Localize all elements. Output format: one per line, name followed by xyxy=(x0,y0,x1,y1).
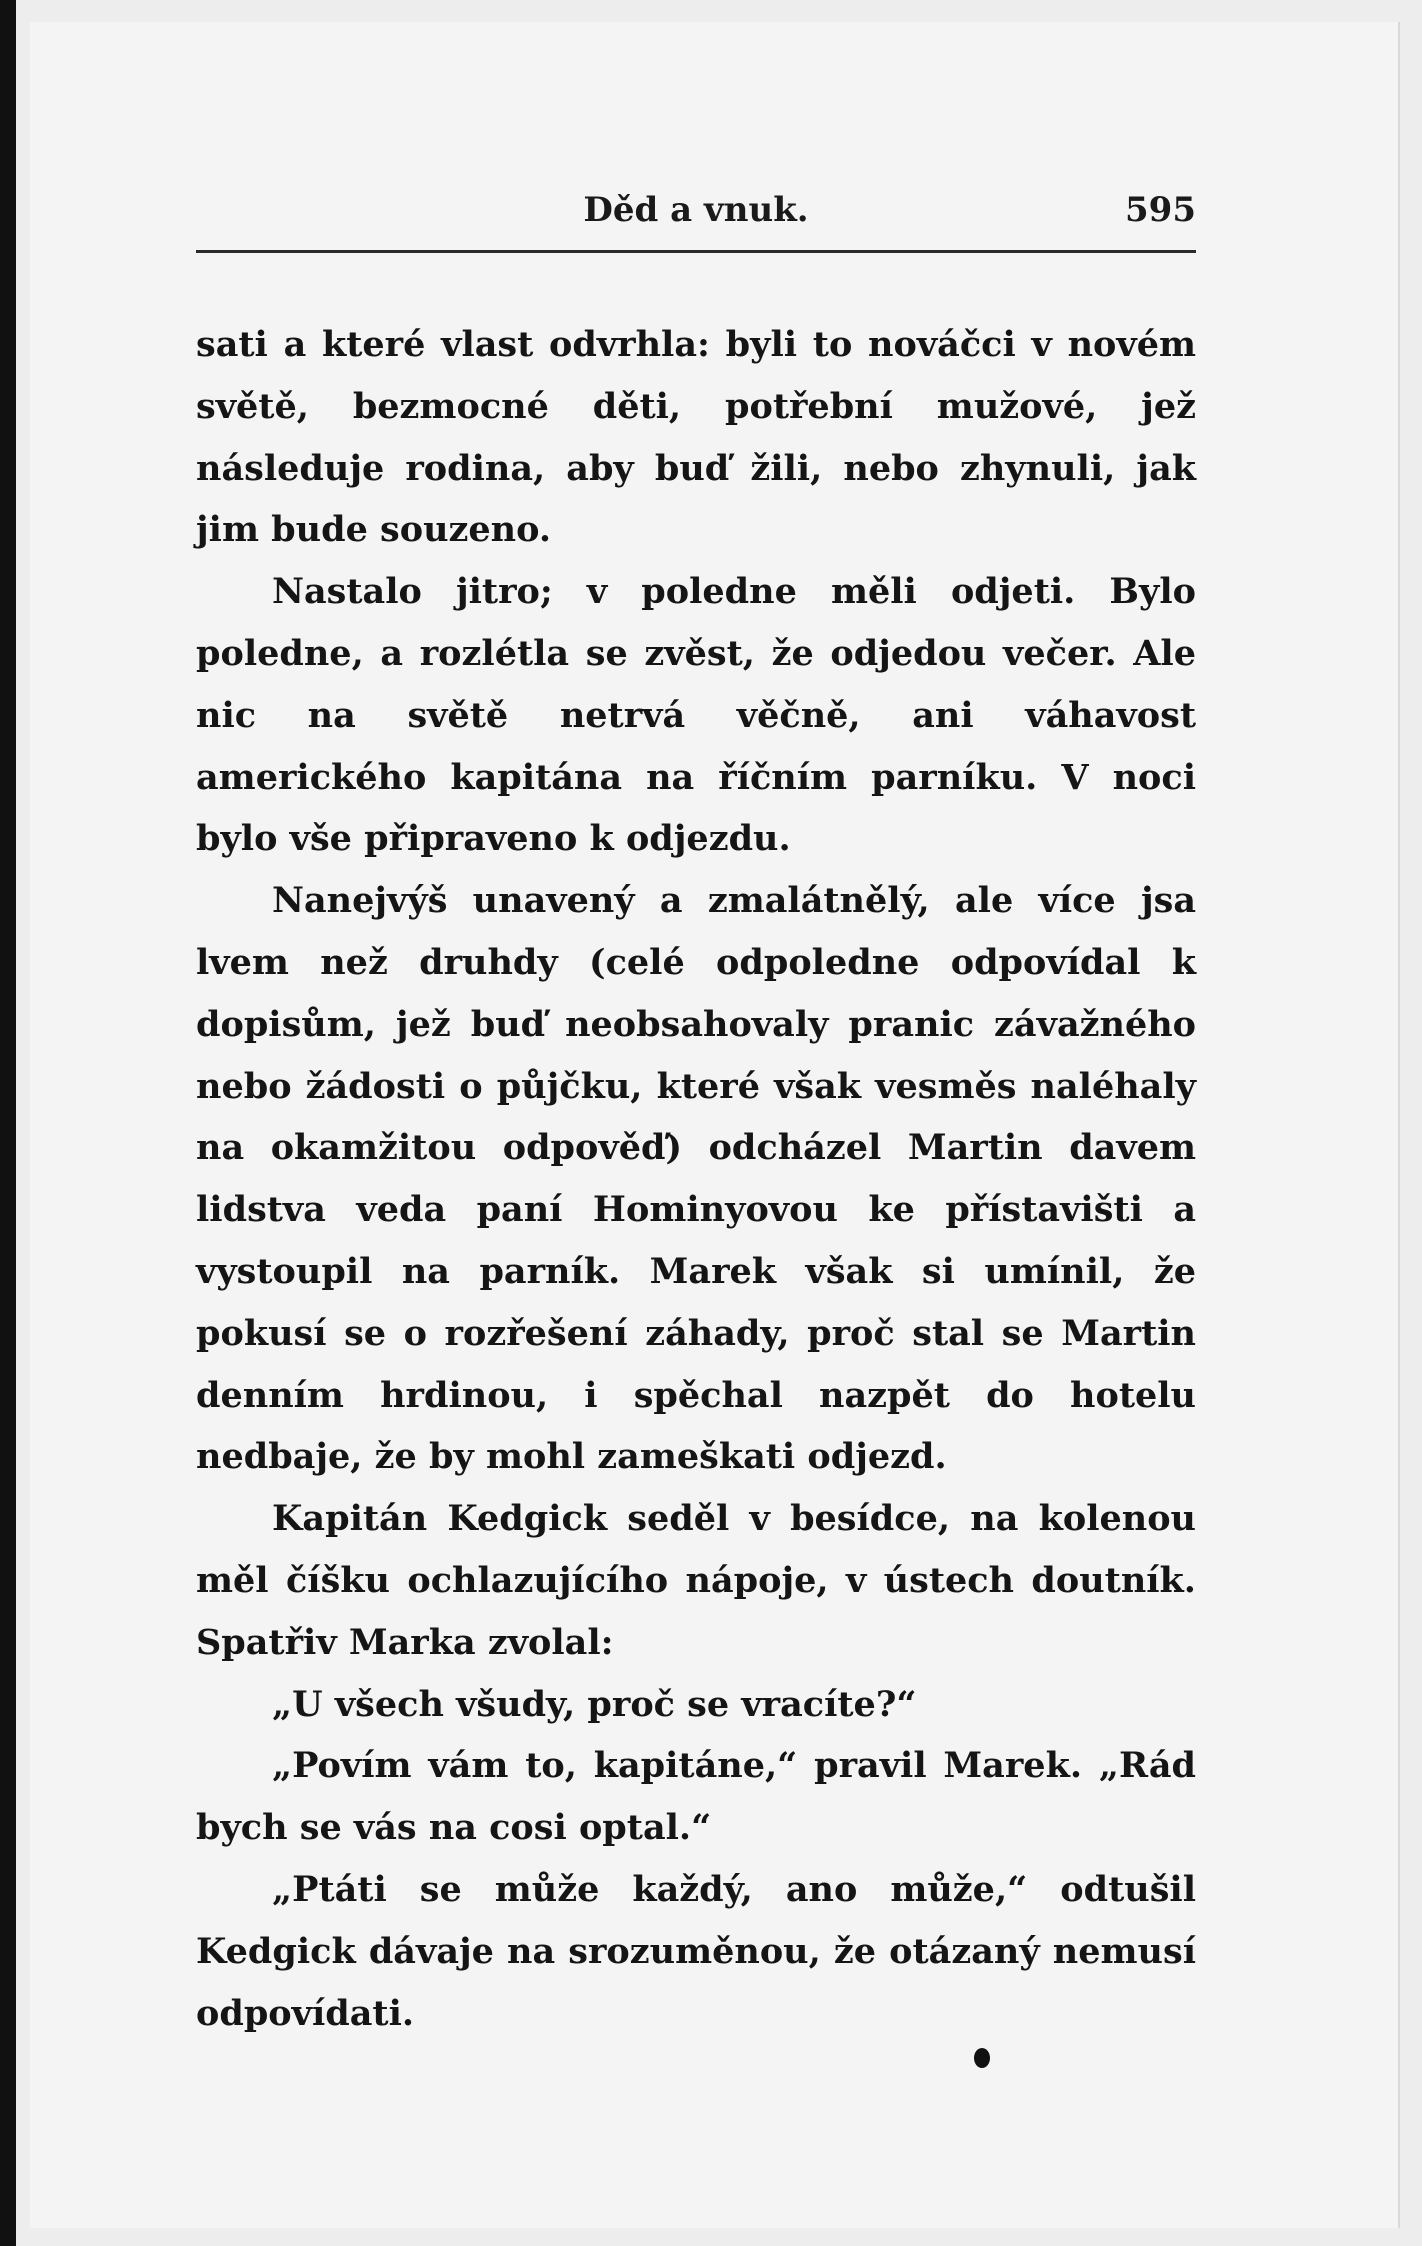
paragraph: „U všech všudy, proč se vracíte?“ xyxy=(272,1683,917,1725)
paragraph: „Povím vám to, kapitáne,“ pravil Marek. „Rád bych se vás na cosi optal.“ xyxy=(196,1745,1196,1849)
paragraph: sati a které vlast odvrhla: byli to nováčci v novém světě, bezmocné děti, potřební mužové, jež následuje rodina, aby buď žili, nebo zhynuli, jak jim bude souzeno. xyxy=(196,324,1196,551)
header-rule xyxy=(196,250,1196,253)
page-number: 595 xyxy=(1125,190,1196,230)
paragraph: „Ptáti se může každý, ano může,“ odtušil Kedgick dávaje na srozuměnou, že otázaný nemusí odpovídati. xyxy=(196,1868,1196,2034)
running-title: Děd a vnuk. xyxy=(583,190,809,230)
body-text xyxy=(196,314,1196,2044)
page-header xyxy=(196,190,1196,246)
paragraph: Kapitán Kedgick seděl v besídce, na kolenou měl číšku ochlazujícího nápoje, v ústech doutník. Spatřiv Marka zvolal: xyxy=(196,1498,1196,1663)
paragraph: Nastalo jitro; v poledne měli odjeti. Bylo poledne, a rozlétla se zvěst, že odjedou večer. Ale nic na světě netrvá věčně, ani váhavost amerického kapitána na říčním parníku. V noci bylo vše připraveno k odjezdu. xyxy=(196,571,1196,860)
paragraph: Nanejvýš unavený a zmalátnělý, ale více jsa lvem než druhdy (celé odpoledne odpovídal k dopisům, jež buď neobsahovaly pranic závažného nebo žádosti o půjčku, které však vesměs naléhaly na okamžitou odpověď) odcházel Martin davem lidstva veda paní Hominyovou ke přístavišti a vystoupil na parník. Marek však si umínil, že pokusí se o rozřešení záhady, proč stal se Martin denním hrdinou, i spěchal nazpět do hotelu nedbaje, že by mohl zameškati odjezd. xyxy=(196,880,1196,1478)
book-spine-edge xyxy=(0,0,16,2246)
ink-dot-mark xyxy=(974,2048,990,2068)
